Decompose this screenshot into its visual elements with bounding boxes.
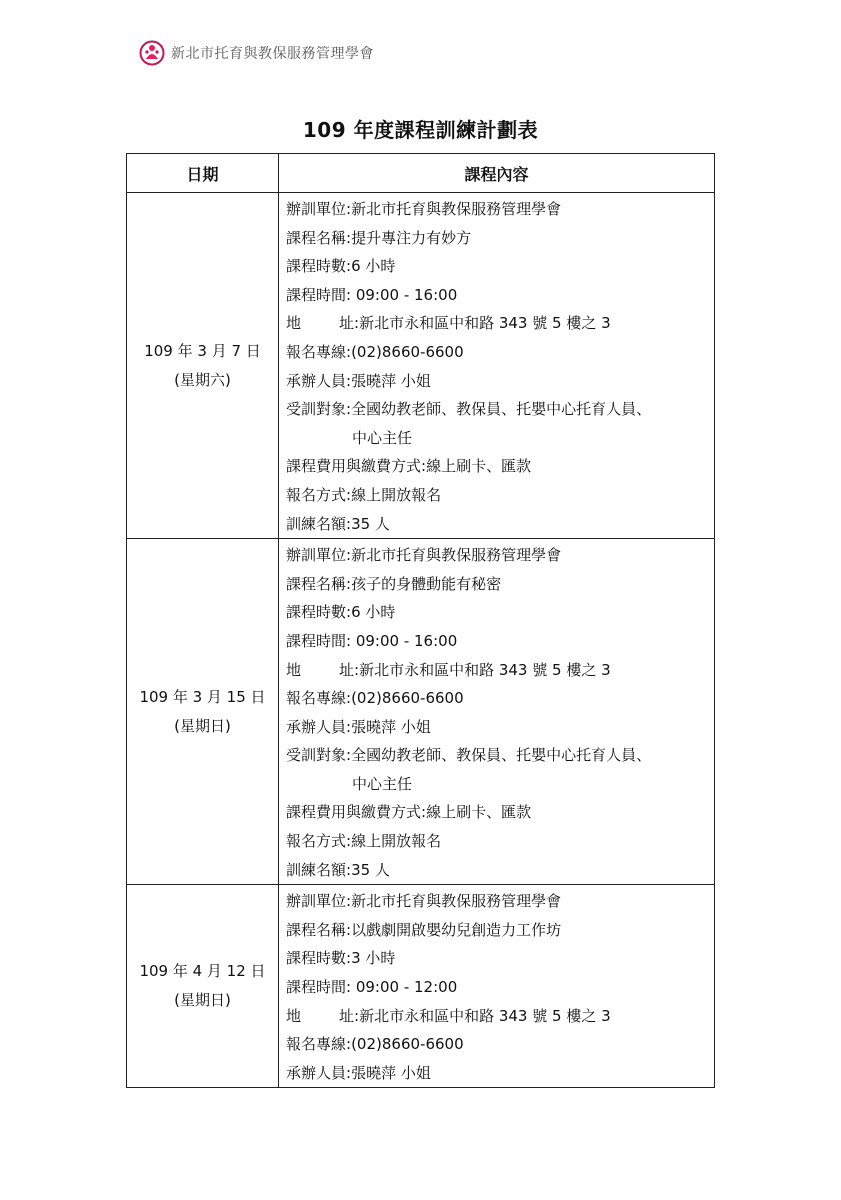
date-cell — [127, 885, 279, 1088]
content-cell — [279, 193, 715, 539]
phone-line — [286, 1030, 714, 1059]
method-label: 報名方式: — [286, 832, 352, 851]
fee-value: 線上刷卡、匯款 — [426, 803, 532, 822]
table-row — [127, 193, 715, 539]
course-weekday: (星期日) — [174, 991, 231, 1010]
phone-line — [286, 338, 714, 367]
course-name: 孩子的身體動能有秘密 — [351, 574, 502, 593]
hours-value: 3 小時 — [351, 949, 396, 968]
contact-label: 承辦人員: — [286, 717, 352, 736]
quota-value: 35 人 — [351, 860, 390, 879]
time-label: 課程時間: — [286, 631, 352, 650]
target-label: 受訓對象: — [286, 400, 352, 419]
contact-line — [286, 713, 714, 742]
column-header-date: 日期 — [127, 154, 279, 193]
phone-label: 報名專線: — [286, 342, 352, 361]
phone-label: 報名專線: — [286, 1035, 352, 1054]
unit-line — [286, 887, 714, 916]
course-weekday: (星期六) — [174, 370, 231, 389]
phone-label: 報名專線: — [286, 689, 352, 708]
course-name-line — [286, 916, 714, 945]
target-line-continued: 中心主任 — [352, 774, 413, 793]
address-label-b: 址: — [339, 660, 360, 679]
time-value: 09:00 - 16:00 — [351, 285, 458, 304]
method-label: 報名方式: — [286, 485, 352, 504]
target-line — [286, 395, 714, 424]
quota-label: 訓練名額: — [286, 514, 352, 533]
contact-label: 承辦人員: — [286, 1063, 352, 1082]
course-date: 109 年 3 月 15 日 — [139, 687, 266, 706]
course-label: 課程名稱: — [286, 920, 352, 939]
course-name: 以戲劇開啟嬰幼兒創造力工作坊 — [351, 920, 562, 939]
target-label: 受訓對象: — [286, 746, 352, 765]
fee-line — [286, 798, 714, 827]
address-value: 新北市永和區中和路 343 號 5 樓之 3 — [359, 660, 611, 679]
hours-value: 6 小時 — [351, 603, 396, 622]
page-header — [139, 38, 374, 68]
phone-value: (02)8660-6600 — [351, 689, 464, 708]
phone-value: (02)8660-6600 — [351, 1035, 464, 1054]
hours-line — [286, 252, 714, 281]
time-line — [286, 627, 714, 656]
time-value: 09:00 - 16:00 — [351, 631, 458, 650]
organization-name: 新北市托育與教保服務管理學會 — [171, 46, 374, 62]
contact-label: 承辦人員: — [286, 371, 352, 390]
time-value: 09:00 - 12:00 — [351, 978, 458, 997]
method-line — [286, 827, 714, 856]
fee-line — [286, 452, 714, 481]
date-cell — [127, 193, 279, 539]
time-line — [286, 281, 714, 310]
fee-value: 線上刷卡、匯款 — [426, 457, 532, 476]
course-name-line — [286, 570, 714, 599]
content-cell — [279, 885, 715, 1088]
quota-label: 訓練名額: — [286, 860, 352, 879]
address-line — [286, 309, 714, 338]
address-label-b: 址: — [339, 1006, 360, 1025]
unit-label: 辦訓單位: — [286, 200, 352, 218]
unit-line — [286, 541, 714, 570]
contact-value: 張曉萍 小姐 — [351, 1063, 431, 1082]
course-label: 課程名稱: — [286, 228, 352, 247]
contact-line — [286, 367, 714, 396]
table-header-row — [127, 154, 715, 193]
table-row — [127, 885, 715, 1088]
course-date: 109 年 3 月 7 日 — [144, 341, 261, 360]
hours-value: 6 小時 — [351, 257, 396, 276]
address-label-a: 地 — [286, 1006, 302, 1025]
method-value: 線上開放報名 — [351, 485, 442, 504]
address-value: 新北市永和區中和路 343 號 5 樓之 3 — [359, 314, 611, 333]
contact-line — [286, 1059, 714, 1088]
contact-value: 張曉萍 小姐 — [351, 717, 431, 736]
course-name-line — [286, 224, 714, 253]
content-cell — [279, 539, 715, 885]
time-label: 課程時間: — [286, 285, 352, 304]
target-line-continued: 中心主任 — [352, 428, 413, 447]
course-label: 課程名稱: — [286, 574, 352, 593]
association-logo-icon — [139, 40, 165, 66]
course-weekday: (星期日) — [174, 716, 231, 735]
address-label-a: 地 — [286, 314, 302, 333]
method-line — [286, 481, 714, 510]
hours-line — [286, 598, 714, 627]
target-value: 全國幼教老師、教保員、托嬰中心托育人員、 — [351, 746, 652, 765]
date-cell — [127, 539, 279, 885]
course-date: 109 年 4 月 12 日 — [139, 962, 266, 981]
column-header-content: 課程內容 — [279, 154, 715, 193]
table-row — [127, 539, 715, 885]
hours-label: 課程時數: — [286, 603, 352, 622]
address-label-a: 地 — [286, 660, 302, 679]
address-value: 新北市永和區中和路 343 號 5 樓之 3 — [359, 1006, 611, 1025]
unit-value: 新北市托育與教保服務管理學會 — [351, 546, 562, 565]
time-line — [286, 973, 714, 1002]
time-label: 課程時間: — [286, 978, 352, 997]
course-schedule-table — [126, 153, 715, 1088]
contact-value: 張曉萍 小姐 — [351, 371, 431, 390]
unit-line — [286, 195, 714, 224]
address-line — [286, 656, 714, 685]
unit-label: 辦訓單位: — [286, 892, 352, 911]
unit-value: 新北市托育與教保服務管理學會 — [351, 200, 562, 218]
fee-label: 課程費用與繳費方式: — [286, 803, 427, 822]
document-title: 109 年度課程訓練計劃表 — [302, 118, 539, 142]
fee-label: 課程費用與繳費方式: — [286, 457, 427, 476]
hours-label: 課程時數: — [286, 257, 352, 276]
target-value: 全國幼教老師、教保員、托嬰中心托育人員、 — [351, 400, 652, 419]
quota-line — [286, 856, 714, 885]
hours-label: 課程時數: — [286, 949, 352, 968]
unit-label: 辦訓單位: — [286, 546, 352, 565]
unit-value: 新北市托育與教保服務管理學會 — [351, 892, 562, 911]
phone-value: (02)8660-6600 — [351, 342, 464, 361]
quota-value: 35 人 — [351, 514, 390, 533]
quota-line — [286, 510, 714, 539]
target-line — [286, 741, 714, 770]
course-name: 提升專注力有妙方 — [351, 228, 472, 247]
hours-line — [286, 944, 714, 973]
address-label-b: 址: — [339, 314, 360, 333]
method-value: 線上開放報名 — [351, 832, 442, 851]
address-line — [286, 1002, 714, 1031]
phone-line — [286, 684, 714, 713]
